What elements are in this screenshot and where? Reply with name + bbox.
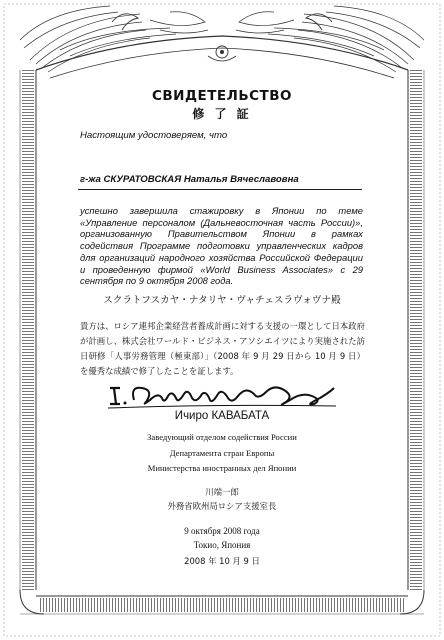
certificate-body-jp: 貴方は、ロシア連邦企業経営者養成計画に対する支援の一環として日本政府が計画し、株式会社ワールド・ビジネス・アソシエイツにより実施された訪日研修「人事労務管理（極東部）」（2008 年 9 月 29 日から 10 月 9 日）を優秀な成績で修了したことを証します。 [80,321,365,376]
signer-position-2: Департамента стран Европы [169,448,275,458]
signer-title-jp: 外務省欧州局ロシア支援室長 [167,501,277,511]
certify-line: Настоящим удостоверяем, что [80,130,228,141]
document-title: СВИДЕТЕЛЬСТВО [151,88,293,104]
issue-date-ru: 9 октября 2008 года [184,526,260,536]
signer-name: Ичиро КАВАБАТА [174,410,270,422]
issue-date-jp: 2008 年 10 月 9 日 [184,556,260,566]
signer-name-jp: 川端一郎 [205,487,239,497]
document-title-jp: 修 了 証 [192,107,252,121]
handwritten-signature [108,382,338,410]
signer-position-3: Министерства иностранных дел Японии [147,463,297,473]
certificate-body-ru: успешно завершила стажировку в Японии по теме «Управление персоналом (Дальневосточная часть России)», организованную Правительством Японии в рамках содействия Программе подготовки управленческих кадров для организаций народного хозяйства Российской Федерации и проведенную фирмой «World Business Associates» с 29 сентября по 9 октября 2008 года. [80,205,363,287]
recipient-name: г-жа СКУРАТОВСКАЯ Наталья Вячеславовна [80,174,299,185]
recipient-underline [78,189,362,190]
signer-position-1: Заведующий отделом содействия России [147,432,297,442]
issue-city-ru: Токио, Япония [193,540,251,550]
recipient-name-katakana: スクラトフスカヤ・ナタリヤ・ヴャチェスラヴォヴナ殿 [103,295,341,306]
